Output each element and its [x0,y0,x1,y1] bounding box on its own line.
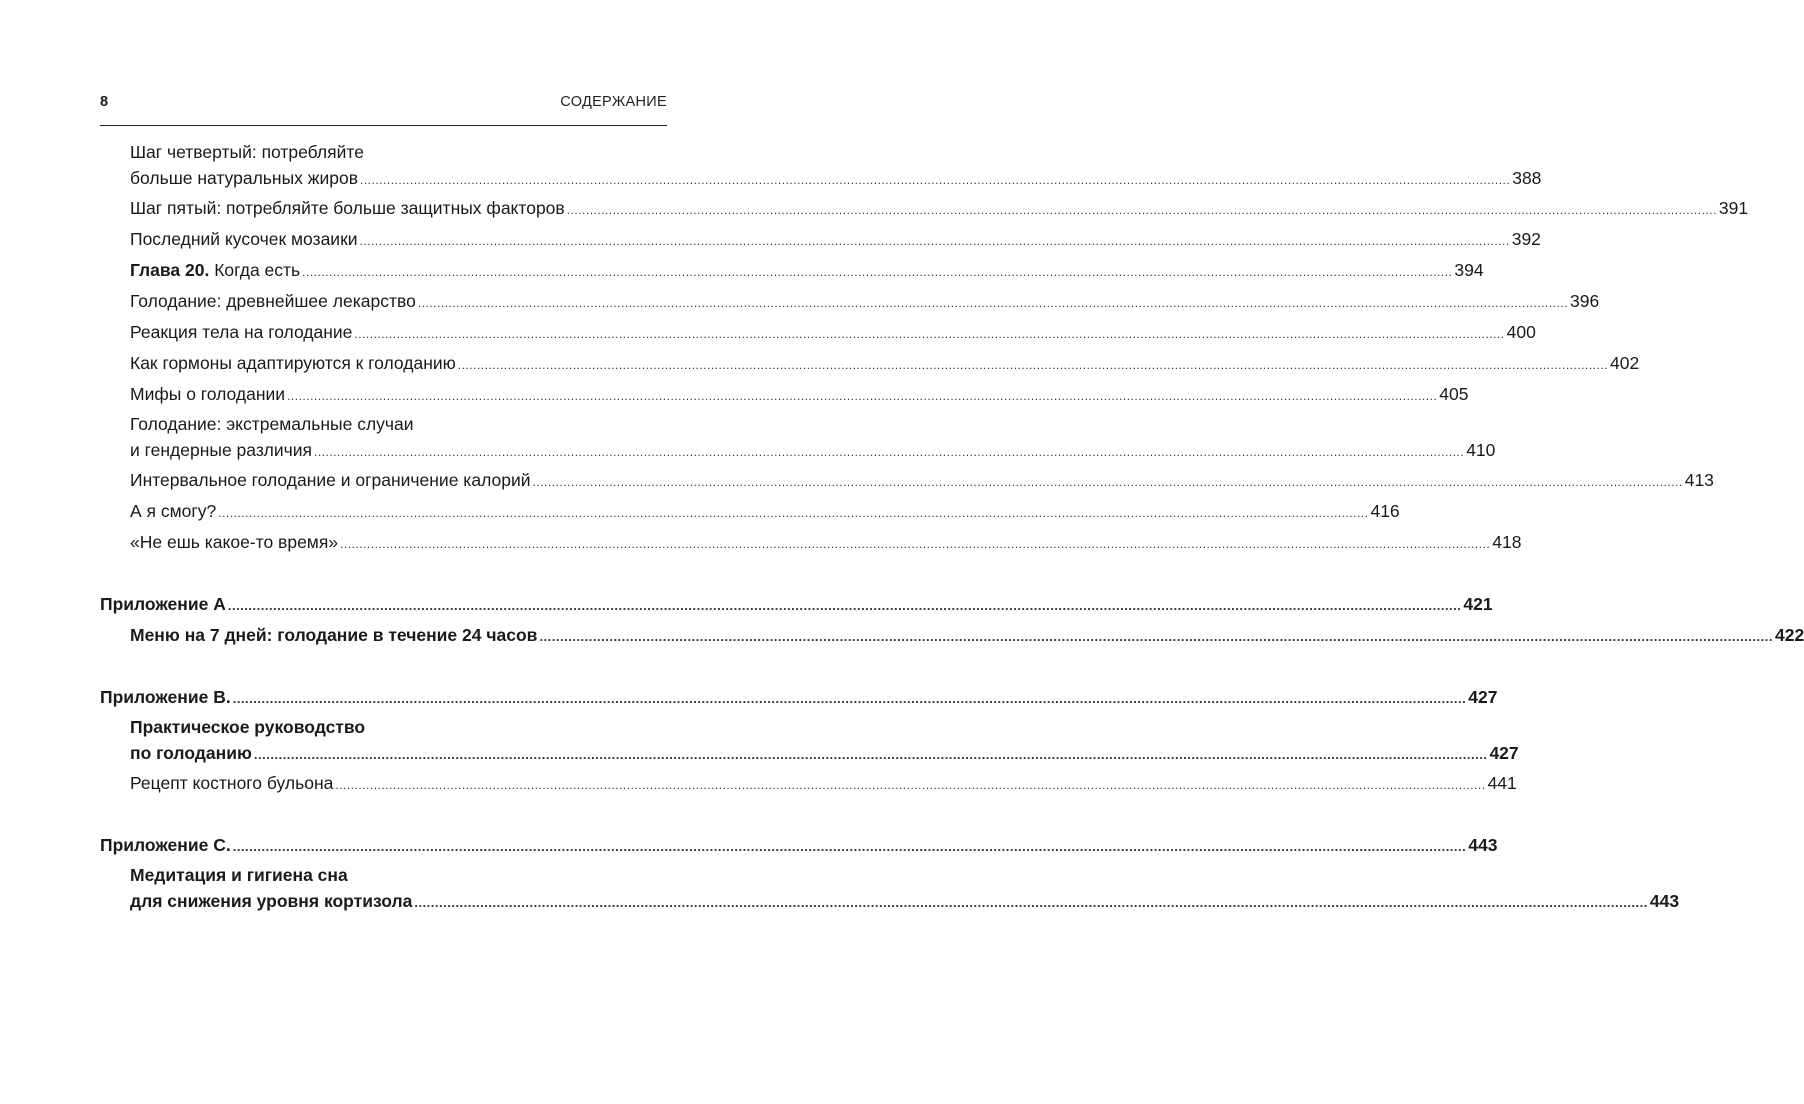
toc-leader: ............................................................................................................................................................................................................................................................................................................ [287,389,1438,403]
toc-leader: ............................................................................................................................................................................................................................................................................................................ [340,537,1491,551]
toc-entry-title: Как гормоны адаптируются к голоданию [130,353,456,373]
toc-entry[interactable] [130,226,1541,252]
toc-entry-title: Приложение С. [100,835,231,855]
toc-entry-line1: Практическое руководство [130,717,366,737]
toc-entry-page: 441 [1487,773,1517,793]
toc-entry-line1: Шаг четвертый: потребляйте [130,142,364,162]
toc-entry-title: Шаг пятый: потребляйте больше защитных факторов [130,198,565,218]
toc-leader: ............................................................................................................................................................................................................................................................................................................ [359,234,1510,248]
toc-entry-title: Мифы о голодании [130,384,286,404]
toc-entry-page: 427 [1468,687,1498,707]
toc-entry-page: 394 [1454,260,1484,280]
toc-leader: ............................................................................................................................................................................................................................................................................................................ [232,691,1467,706]
toc-leader: ............................................................................................................................................................................................................................................................................................................ [232,839,1467,854]
toc-leader: ............................................................................................................................................................................................................................................................................................................ [302,265,1453,279]
toc-entry[interactable] [130,714,1519,766]
toc-entry-page: 421 [1463,594,1493,614]
toc-appendix-entry[interactable] [100,832,1498,858]
toc-leader: ............................................................................................................................................................................................................................................................................................................ [414,895,1648,910]
toc-leader: ............................................................................................................................................................................................................................................................................................................ [354,327,1505,341]
toc-entry[interactable] [130,498,1400,524]
toc-entry[interactable] [130,139,1542,191]
toc-entry-page: 402 [1610,353,1640,373]
toc-entry-page: 418 [1492,532,1522,552]
toc-entry-page: 410 [1466,440,1496,460]
toc-entry-line1: Медитация и гигиена сна [130,865,348,885]
toc-entry-page: 443 [1649,891,1680,911]
toc-entry-page: 422 [1774,625,1804,645]
toc-entry-page: 388 [1512,168,1542,188]
toc-chapter-entry[interactable] [130,257,1484,283]
toc-entry-title: и гендерные различия [130,440,312,460]
toc-entry[interactable] [130,319,1536,345]
toc-entry[interactable] [130,381,1469,407]
toc-leader: ............................................................................................................................................................................................................................................................................................................ [532,475,1683,489]
toc-leader: ............................................................................................................................................................................................................................................................................................................ [227,598,1462,613]
toc-entry-title: для снижения уровня кортизола [130,891,413,911]
toc-entry-page: 427 [1489,743,1519,763]
chapter-label: Глава 20. [130,260,210,280]
toc-appendix-entry[interactable] [100,591,1493,617]
toc-entry-page: 443 [1468,835,1498,855]
header-rule [100,125,667,126]
toc-leader: ............................................................................................................................................................................................................................................................................................................ [566,203,1717,217]
toc-leader: ............................................................................................................................................................................................................................................................................................................ [218,506,1369,520]
toc-entry-page: 416 [1370,501,1400,521]
toc-entry[interactable] [130,622,1804,648]
toc-entry-title: Приложение А [100,594,226,614]
toc-entry-page: 405 [1439,384,1469,404]
toc-entry[interactable] [130,467,1714,493]
toc-entry-page: 400 [1506,322,1536,342]
toc-appendix-entry[interactable] [100,684,1498,710]
toc-entry-title: Меню на 7 дней: голодание в течение 24 часов [130,625,538,645]
toc-entry[interactable] [130,350,1640,376]
toc-leader: ............................................................................................................................................................................................................................................................................................................ [314,445,1465,459]
toc-entry-title: больше натуральных жиров [130,168,359,188]
toc-entry-title: А я смогу? [130,501,217,521]
toc-entry-title: «Не ешь какое-то время» [130,532,339,552]
toc-entry-title: Приложение В. [100,687,231,707]
toc-leader: ............................................................................................................................................................................................................................................................................................................ [335,778,1486,792]
toc-entry[interactable] [130,288,1600,314]
toc-entry[interactable] [130,862,1680,914]
toc-leader: ............................................................................................................................................................................................................................................................................................................ [539,629,1773,644]
toc-leader: ............................................................................................................................................................................................................................................................................................................ [253,747,1488,762]
toc-entry[interactable] [130,411,1496,463]
toc-entry-line1: Голодание: экстремальные случаи [130,414,414,434]
toc-entry-title: Голодание: древнейшее лекарство [130,291,416,311]
toc-entry[interactable] [130,529,1522,555]
toc-entry-title: по голоданию [130,743,252,763]
toc-entry-page: 391 [1718,198,1749,218]
toc-entry-page: 392 [1511,229,1541,249]
toc-leader: ............................................................................................................................................................................................................................................................................................................ [457,358,1608,372]
running-title: СОДЕРЖАНИЕ [560,94,667,110]
toc-entry-page: 413 [1684,470,1714,490]
toc-entry-title: Интервальное голодание и ограничение калорий [130,470,531,490]
toc-leader: ............................................................................................................................................................................................................................................................................................................ [360,173,1511,187]
toc-entry-title: Рецепт костного бульона [130,773,334,793]
toc-entry-title: Реакция тела на голодание [130,322,353,342]
toc-entry-title: Когда есть [209,260,301,280]
toc-entry[interactable] [130,195,1749,221]
toc-entry-page: 396 [1570,291,1600,311]
page-header [100,94,667,114]
toc-entry[interactable] [130,770,1517,796]
page-number: 8 [100,94,109,110]
toc-entry-title: Последний кусочек мозаики [130,229,358,249]
toc-leader: ............................................................................................................................................................................................................................................................................................................ [417,296,1569,310]
